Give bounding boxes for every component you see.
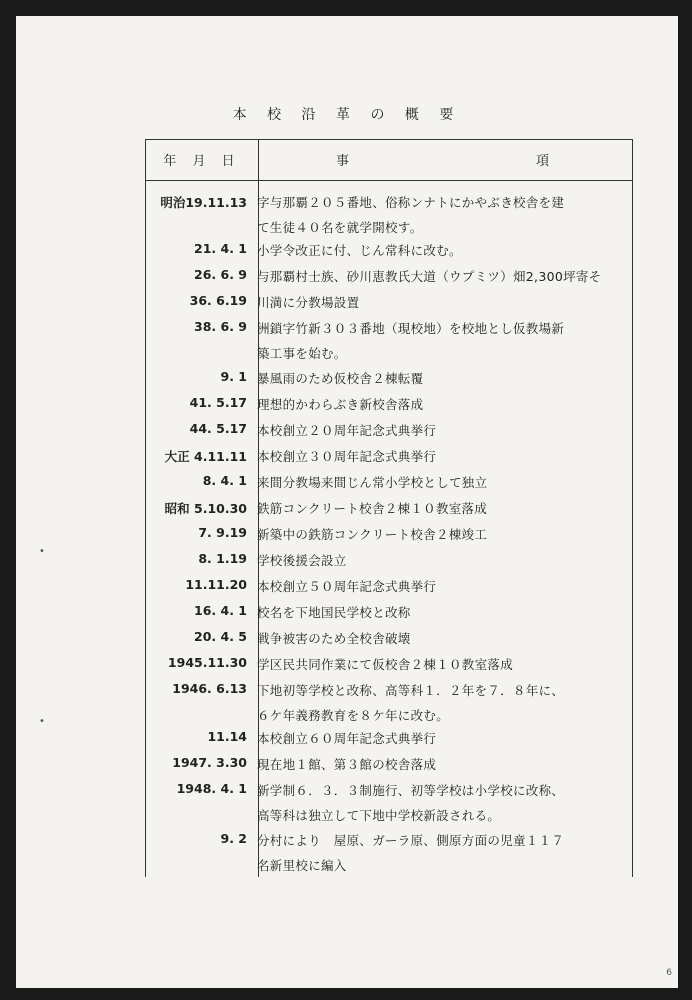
- row-date: 11.11.20: [185, 577, 247, 592]
- row-event-text: 学校後援会設立: [257, 553, 347, 568]
- row-event-text: 暴風雨のため仮校舎２棟転覆: [257, 371, 424, 386]
- row-event-text: 戦争被害のため全校舎破壊: [257, 631, 411, 646]
- row-date: 41. 5.17: [189, 395, 247, 410]
- row-event-text: 新学制６．３．３制施行、初等学校は小学校に改称、: [257, 783, 565, 798]
- row-date: 44. 5.17: [189, 421, 247, 436]
- row-date: 明治19.11.13: [160, 195, 247, 210]
- row-date: 9. 2: [220, 831, 247, 846]
- row-date: 26. 6. 9: [194, 267, 247, 282]
- row-event-text: 小学令改正に付、じん常科に改む。: [257, 243, 462, 258]
- row-event-text: 与那覇村士族、砂川恵教氏大道（ウプミツ）畑2,300坪寄そ: [257, 269, 602, 284]
- row-date: 36. 6.19: [189, 293, 247, 308]
- row-date: 9. 1: [220, 369, 247, 384]
- row-event-text: 本校創立３０周年記念式典挙行: [257, 449, 437, 464]
- binding-hole-mark: •: [39, 716, 45, 727]
- row-date: 38. 6. 9: [194, 319, 247, 334]
- row-date: 20. 4. 5: [194, 629, 247, 644]
- row-event-text: 高等科は独立して下地中学校新設される。: [257, 808, 501, 823]
- row-event-text: 新築中の鉄筋コンクリート校舎２棟竣工: [257, 527, 488, 542]
- row-date: 16. 4. 1: [194, 603, 247, 618]
- row-date: 21. 4. 1: [194, 241, 247, 256]
- row-event-text: ６ケ年義務教育を８ケ年に改む。: [257, 708, 450, 723]
- row-date: 大正 4.11.11: [164, 449, 247, 464]
- row-event-text: 本校創立５０周年記念式典挙行: [257, 579, 437, 594]
- row-date: 1945.11.30: [167, 655, 247, 670]
- header-event-2: 項: [536, 154, 550, 169]
- document-page: [16, 16, 678, 988]
- row-event-text: 鉄筋コンクリート校舎２棟１０教室落成: [257, 501, 488, 516]
- row-event-text: て生徒４０名を就学開校す。: [257, 220, 423, 235]
- row-date: 1947. 3.30: [172, 755, 247, 770]
- row-date: 11.14: [207, 729, 247, 744]
- header-event-1: 事: [336, 154, 350, 169]
- header-date: 年 月 日: [163, 154, 241, 169]
- row-date: 8. 1.19: [198, 551, 247, 566]
- row-date: 1948. 4. 1: [176, 781, 247, 796]
- row-event-text: 築工事を始む。: [257, 346, 347, 361]
- row-date: 7. 9.19: [198, 525, 247, 540]
- row-date: 1946. 6.13: [172, 681, 247, 696]
- row-event-text: 名新里校に編入: [257, 858, 347, 873]
- row-event-text: 本校創立２０周年記念式典挙行: [257, 423, 437, 438]
- row-date: 昭和 5.10.30: [164, 501, 247, 516]
- row-event-text: 川満に分教場設置: [257, 295, 360, 310]
- row-event-text: 来間分教場来間じん常小学校として独立: [257, 475, 488, 490]
- page-number: 6: [666, 968, 672, 978]
- row-event-text: 字与那覇２０５番地、俗称ンナトにかやぶき校舎を建: [257, 195, 565, 210]
- binding-hole-mark: •: [39, 546, 45, 557]
- row-date: 8. 4. 1: [202, 473, 247, 488]
- row-event-text: 現在地１館、第３館の校舎落成: [257, 757, 437, 772]
- row-event-text: 分村により 屋原、ガーラ原、側原方面の児童１１７: [257, 833, 565, 848]
- row-event-text: 下地初等学校と改称、高等科１．２年を７．８年に、: [257, 683, 565, 698]
- row-event-text: 校名を下地国民学校と改称: [257, 605, 411, 620]
- row-event-text: 洲鎖字竹新３０３番地（現校地）を校地とし仮教場新: [257, 321, 565, 336]
- row-event-text: 学区民共同作業にて仮校舎２棟１０教室落成: [257, 657, 514, 672]
- page-title: 本 校 沿 革 の 概 要: [232, 107, 462, 123]
- row-event-text: 理想的かわらぶき新校舎落成: [257, 397, 424, 412]
- row-event-text: 本校創立６０周年記念式典挙行: [257, 731, 437, 746]
- header-divider: [146, 180, 632, 181]
